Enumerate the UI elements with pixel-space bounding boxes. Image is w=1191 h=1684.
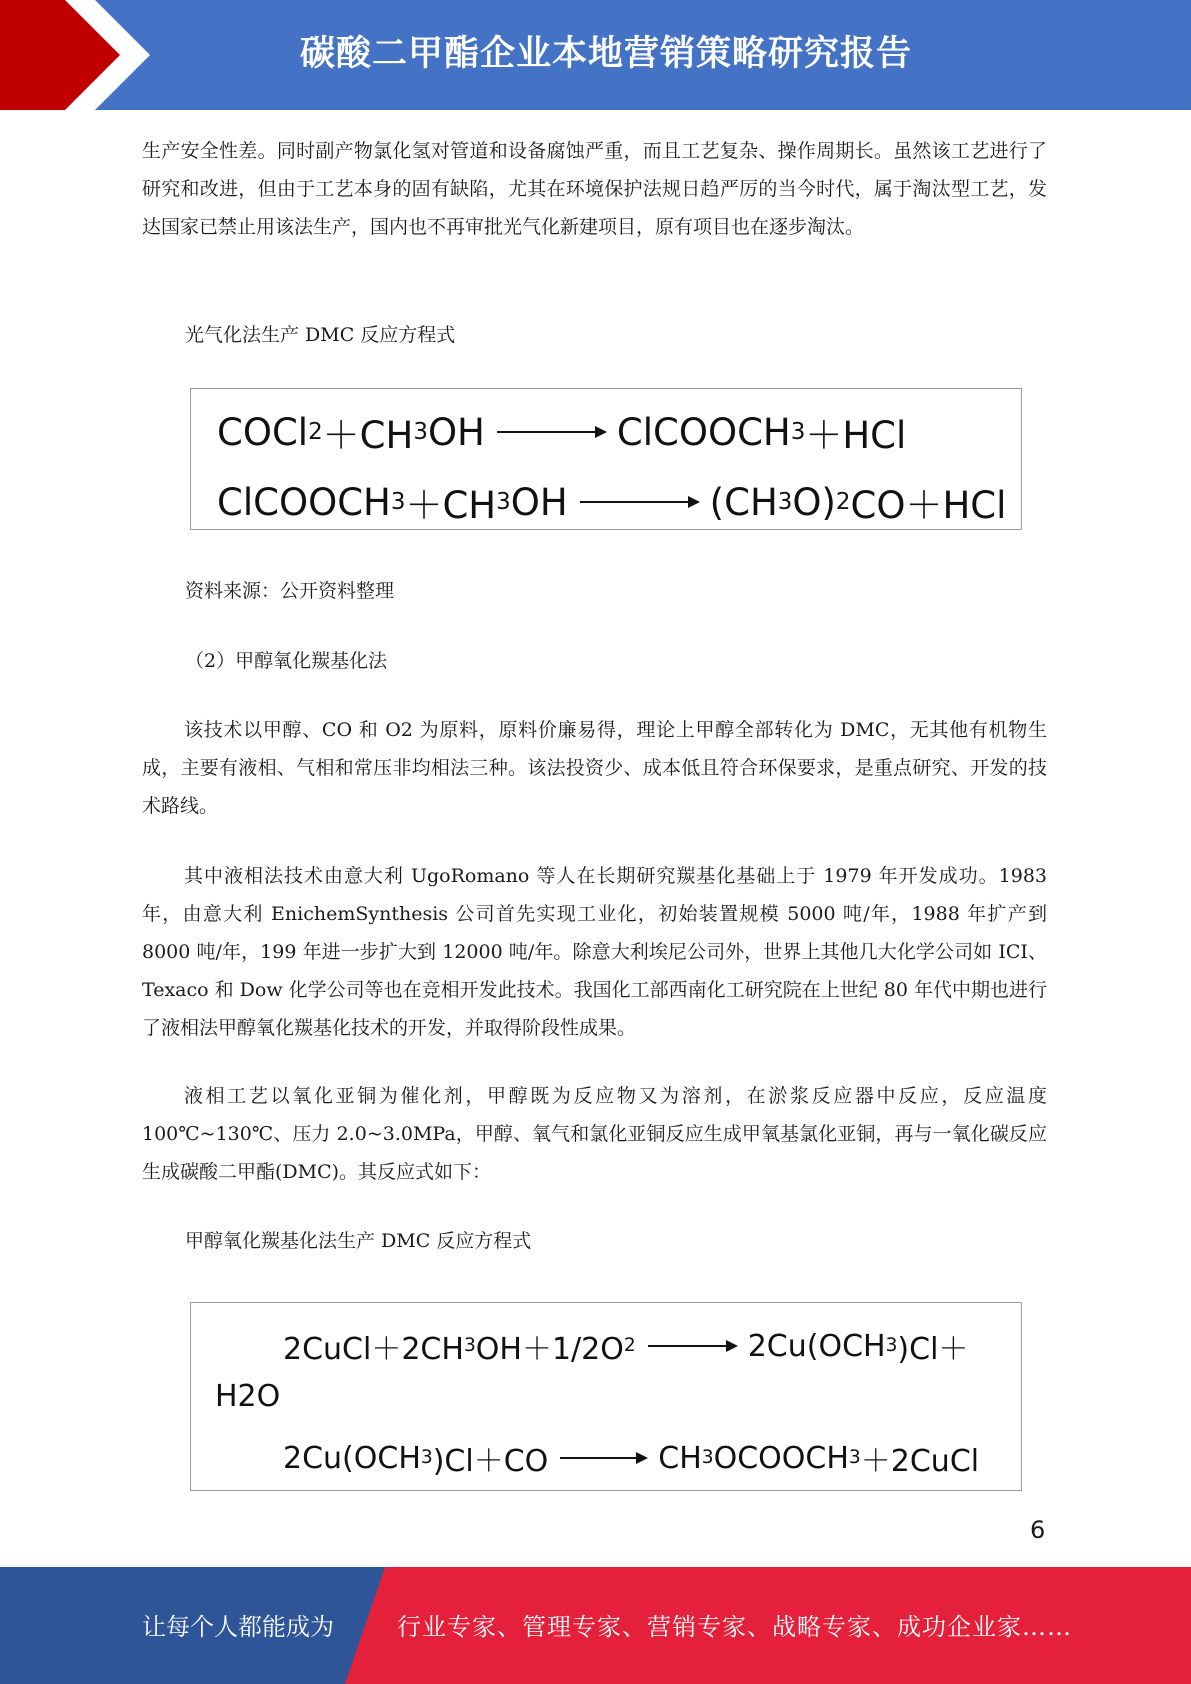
equation-line-1: COCl 2 ＋CH 3 OH ClCOOCH 3 ＋HCl	[217, 403, 906, 461]
eq-term: ClCOOCH	[217, 480, 391, 524]
reaction-arrow-icon	[648, 1345, 736, 1347]
document-title: 碳酸二甲酯企业本地营销策略研究报告	[300, 34, 913, 74]
equation-caption-carbonylation: 甲醇氧化羰基化法生产 DMC 反应方程式	[185, 1230, 532, 1252]
eq-term: COCl	[217, 410, 309, 454]
page-number: 6	[1030, 1516, 1046, 1544]
equation-caption-phosgene: 光气化法生产 DMC 反应方程式	[185, 324, 456, 346]
eq-term: OH＋1/2O	[475, 1332, 624, 1367]
eq-term: CH	[658, 1440, 702, 1476]
page-header	[0, 0, 1191, 110]
equation-line-1-wrap	[215, 1371, 280, 1421]
section-heading-methanol-oxidative-carbonylation: （2）甲醇氧化羰基化法	[185, 650, 388, 672]
equation-line-2: ClCOOCH 3 ＋CH 3 OH (CH 3 O) 2 CO＋HCl	[217, 473, 1006, 531]
equation-line-2: 2Cu(OCH 3 )Cl＋CO CH 3 OCOOCH 3 ＋2CuCl	[283, 1433, 979, 1483]
equation-box-phosgene	[190, 388, 1022, 530]
paragraph-liquid-phase-process: 液相工艺以氧化亚铜为催化剂，甲醇既为反应物又为溶剂，在淤浆反应器中反应，反应温度 100℃~130℃、压力 2.0~3.0MPa，甲醇、氧气和氯化亚铜反应生成甲氧基氯化亚铜，再与一氧化碳反应生成碳酸二甲酯(DMC)。其反应式如下：	[142, 1085, 1047, 1183]
eq-term: 2Cu(OCH	[747, 1328, 886, 1364]
eq-term: ＋2CuCl	[860, 1444, 980, 1479]
reaction-arrow-icon	[497, 431, 605, 433]
eq-term: ＋CH	[322, 414, 414, 457]
paragraph-phosgene-drawbacks: 生产安全性差。同时副产物氯化氢对管道和设备腐蚀严重，而且工艺复杂、操作周期长。虽然该工艺进行了研究和改进，但由于工艺本身的固有缺陷，尤其在环境保护法规日趋严厉的当今时代，属于淘汰型工艺，发达国家已禁止用该法生产，国内也不再审批光气化新建项目，原有项目也在逐步淘汰。	[142, 140, 1047, 238]
paragraph-technology-overview: 该技术以甲醇、CO 和 O2 为原料，原料价廉易得，理论上甲醇全部转化为 DMC，无其他有机物生成，主要有液相、气相和常压非均相法三种。该法投资少、成本低且符合环保要求，是重点研究、开发的技术路线。	[142, 719, 1047, 817]
equation-line-1: 2CuCl＋2CH 3 OH＋1/2O 2 2Cu(OCH 3 )Cl＋	[283, 1321, 968, 1371]
eq-term: ＋HCl	[805, 414, 907, 457]
eq-term: OH	[510, 480, 568, 524]
eq-term: OCOOCH	[713, 1440, 849, 1476]
page-footer	[0, 1567, 1191, 1684]
eq-term: H2O	[215, 1378, 281, 1414]
eq-term: CO＋HCl	[850, 484, 1007, 527]
footer-slogan-left: 让每个人都能成为	[142, 1613, 334, 1641]
eq-term: )Cl＋CO	[432, 1444, 549, 1479]
reaction-arrow-icon	[560, 1457, 646, 1459]
equation-box-carbonylation	[190, 1302, 1022, 1491]
reaction-arrow-icon	[580, 501, 698, 503]
header-chevron-decoration	[0, 0, 160, 110]
eq-term: ClCOOCH	[616, 410, 791, 454]
footer-slogan-right: 行业专家、管理专家、营销专家、战略专家、成功企业家……	[397, 1613, 1072, 1641]
eq-term: OH	[427, 410, 485, 454]
eq-term: ＋CH	[405, 484, 497, 527]
eq-term: (CH	[709, 480, 778, 524]
eq-term: 2Cu(OCH	[283, 1440, 421, 1476]
eq-term: )Cl＋	[897, 1332, 969, 1367]
eq-term: 2CuCl＋2CH	[283, 1332, 464, 1367]
paragraph-liquid-phase-history: 其中液相法技术由意大利 UgoRomano 等人在长期研究羰基化基础上于 1979 年开发成功。1983 年，由意大利 EnichemSynthesis 公司首先实现工业化，初始装置规模 5000 吨/年，1988 年扩产到 8000 吨/年，199 年进一步扩大到 12000 吨/年。除意大利埃尼公司外，世界上其他几大化学公司如 ICI、Texaco 和 Dow 化学公司等也在竞相开发此技术。我国化工部西南化工研究院在上世纪 80 年代中期也进行了液相法甲醇氧化羰基化技术的开发，并取得阶段性成果。	[142, 865, 1047, 1039]
eq-term: O)	[792, 480, 836, 524]
source-note: 资料来源：公开资料整理	[185, 580, 395, 602]
